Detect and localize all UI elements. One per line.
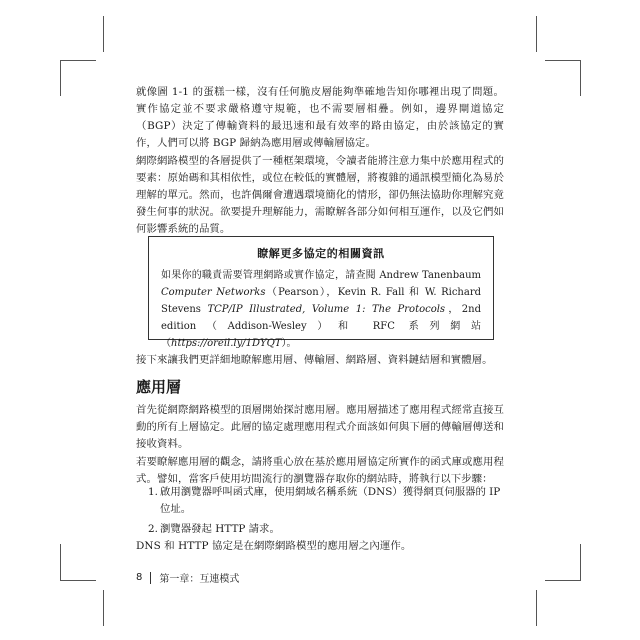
rfc-link[interactable]: https://oreil.ly/1DYQT	[171, 338, 282, 349]
book-title: TCP/IP Illustrated, Volume 1: The Protocols	[207, 304, 446, 315]
crop-mark	[580, 60, 581, 96]
callout-body	[161, 267, 481, 352]
chapter-title: 第一章：互連模式	[159, 574, 240, 585]
section-heading: 應用層	[136, 378, 182, 396]
crop-mark	[103, 590, 104, 626]
body-paragraph: 就像圖 1-1 的蛋糕一樣，沒有任何脆皮層能夠準確地告知你哪裡出現了問題。實作協定並不要求嚴格遵守規範，也不需要層相疊。例如，邊界閘道協定（BGP）決定了傳輸資料的最迅速和最有效率的路由協定，由於該協定的實作，人們可以將 BGP 歸納為應用層或傳輸層協定。	[136, 86, 504, 149]
crop-mark	[60, 544, 61, 580]
crop-mark	[536, 590, 537, 626]
list-item-text: 啟用瀏覽器呼叫函式庫，使用網域名稱系統（DNS）獲得網頁伺服器的 IP 位址。	[160, 486, 501, 515]
callout-title: 瞭解更多協定的相關資訊	[257, 247, 385, 260]
crop-mark	[60, 60, 96, 61]
list-item	[136, 521, 504, 538]
steps-list	[136, 484, 504, 541]
callout-text: 如果你的職責需要管理網路或實作協定，請查閱 Andrew Tanenbaum	[161, 270, 481, 281]
book-title: Computer Networks	[161, 287, 266, 298]
callout-text: ，2nd edition（Addison-Wesley）和 RFC 系列網站（	[161, 304, 481, 349]
list-number: 2.	[148, 523, 158, 535]
body-paragraph: 若要瞭解應用層的觀念，請將重心放在基於應用層協定所實作的函式庫或應用程式。譬如，當客戶使用坊間流行的瀏覽器存取你的網站時，將執行以下步驟：	[136, 456, 504, 485]
body-paragraph: 接下來讓我們更詳細地瞭解應用層、傳輸層、網路層、資料鏈結層和實體層。	[136, 354, 493, 366]
body-paragraph: 首先從網際網路模型的頂層開始探討應用層。應用層描述了應用程式經常直接互動的所有上層協定。此層的協定處理應用程式介面該如何與下層的傳輸層傳送和接收資料。	[136, 404, 504, 450]
crop-mark	[536, 16, 537, 52]
footer-divider	[150, 572, 151, 584]
crop-mark	[580, 544, 581, 580]
crop-mark	[103, 16, 104, 52]
callout-text: （Pearson），Kevin R. Fall 和 W. Richard Stevens	[161, 287, 482, 315]
crop-mark	[545, 580, 581, 581]
list-number: 1.	[148, 486, 158, 498]
crop-mark	[60, 60, 61, 96]
crop-mark	[545, 60, 581, 61]
crop-mark	[60, 580, 96, 581]
callout-text: ）。	[281, 338, 297, 349]
page-number: 8	[136, 572, 143, 583]
list-item-text: 瀏覽器發起 HTTP 請求。	[160, 523, 280, 535]
list-item	[136, 484, 504, 518]
body-paragraph: DNS 和 HTTP 協定是在網際網路模型的應用層之內運作。	[136, 540, 412, 552]
page-footer	[136, 570, 239, 585]
callout-box	[148, 236, 494, 349]
body-paragraph: 網際網路模型的各層提供了一種框架環境，令讀者能將注意力集中於應用程式的要素：原始碼和其相依性，或位在較低的實體層，將複雜的通訊模型簡化為易於理解的單元。然而，也許偶爾會遭遇環境簡化的情形，卻仍無法協助你理解究竟發生何事的狀況。欲要提升理解能力，需瞭解各部分如何相互運作，以及它們如何影響系統的品質。	[136, 155, 504, 235]
